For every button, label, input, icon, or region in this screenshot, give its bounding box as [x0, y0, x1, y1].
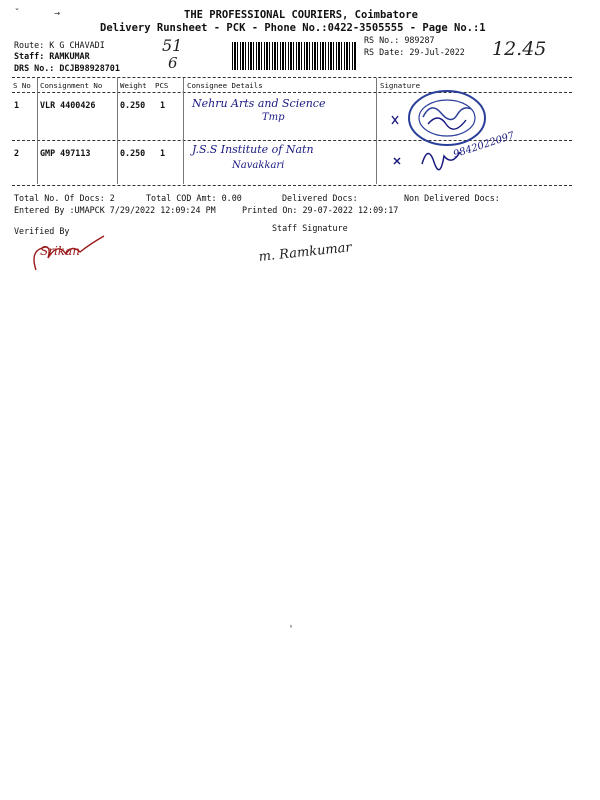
row-consignment: GMP 497113	[40, 148, 91, 158]
col-header-consignment: Consignment No	[40, 81, 103, 90]
table-top-rule	[12, 77, 572, 78]
signature-strokes	[394, 152, 460, 170]
col-divider-1	[37, 78, 38, 184]
table-bottom-rule	[12, 185, 572, 186]
row-consignee-handwritten-line2: Navakkari	[232, 160, 285, 171]
handwritten-count-bottom: 6	[168, 54, 178, 72]
row-sno: 2	[14, 148, 20, 158]
signature-strokes	[392, 116, 466, 129]
rs-date: RS Date: 29-Jul-2022	[364, 47, 465, 57]
delivered-docs: Delivered Docs:	[282, 193, 358, 203]
drs-number: DRS No.: DCJB98928701	[14, 63, 120, 73]
staff-label: Staff: RAMKUMAR	[14, 51, 90, 61]
row-1-signature	[388, 106, 488, 136]
col-header-consignee: Consignee Details	[187, 81, 263, 90]
non-delivered-docs: Non Delivered Docs:	[404, 193, 500, 203]
col-header-signature: Signature	[380, 81, 421, 90]
route-label: Route: K G CHAVADI	[14, 40, 105, 50]
col-divider-2	[117, 78, 118, 184]
scan-speck: →	[54, 8, 61, 19]
col-divider-3	[183, 78, 184, 184]
row-consignee-handwritten-line2: Tmp	[262, 112, 285, 123]
printed-on: Printed On: 29-07-2022 12:09:17	[242, 205, 399, 215]
rs-number: RS No.: 989287	[364, 35, 435, 45]
col-divider-4	[376, 78, 377, 184]
col-header-weight: Weight	[120, 81, 147, 90]
row-consignment: VLR 4400426	[40, 100, 96, 110]
row-consignee-handwritten: Nehru Arts and Science	[192, 97, 326, 110]
row-pcs: 1	[160, 100, 166, 110]
total-cod: Total COD Amt: 0.00	[146, 193, 242, 203]
row-sno: 1	[14, 100, 20, 110]
row-consignee-handwritten: J.S.S Institute of Natn	[192, 143, 314, 156]
verified-signature-text: Srikan	[40, 244, 80, 258]
handwritten-time: 12.45	[492, 38, 547, 60]
scan-speck: ˇ	[14, 8, 21, 19]
scan-speck: '	[288, 624, 295, 635]
row-2-signature-number: 9842022097	[452, 130, 516, 161]
verified-by-label: Verified By	[14, 226, 70, 236]
row-weight: 0.250	[120, 100, 146, 110]
entered-by: Entered By :UMAPCK 7/29/2022 12:09:24 PM	[14, 205, 216, 215]
barcode	[232, 42, 356, 70]
row-weight: 0.250	[120, 148, 146, 158]
col-header-sno: S No	[13, 81, 31, 90]
staff-signature-label: Staff Signature	[272, 223, 348, 233]
row-pcs: 1	[160, 148, 166, 158]
total-docs: Total No. Of Docs: 2	[14, 193, 115, 203]
col-header-pcs: PCS	[155, 81, 169, 90]
runsheet-subtitle: Delivery Runsheet - PCK - Phone No.:0422-3505555 - Page No.:1	[100, 22, 486, 34]
company-title: THE PROFESSIONAL COURIERS, Coimbatore	[184, 9, 418, 21]
staff-signature-handwritten: m. Ramkumar	[258, 240, 353, 265]
handwritten-count-top: 51	[162, 36, 183, 55]
